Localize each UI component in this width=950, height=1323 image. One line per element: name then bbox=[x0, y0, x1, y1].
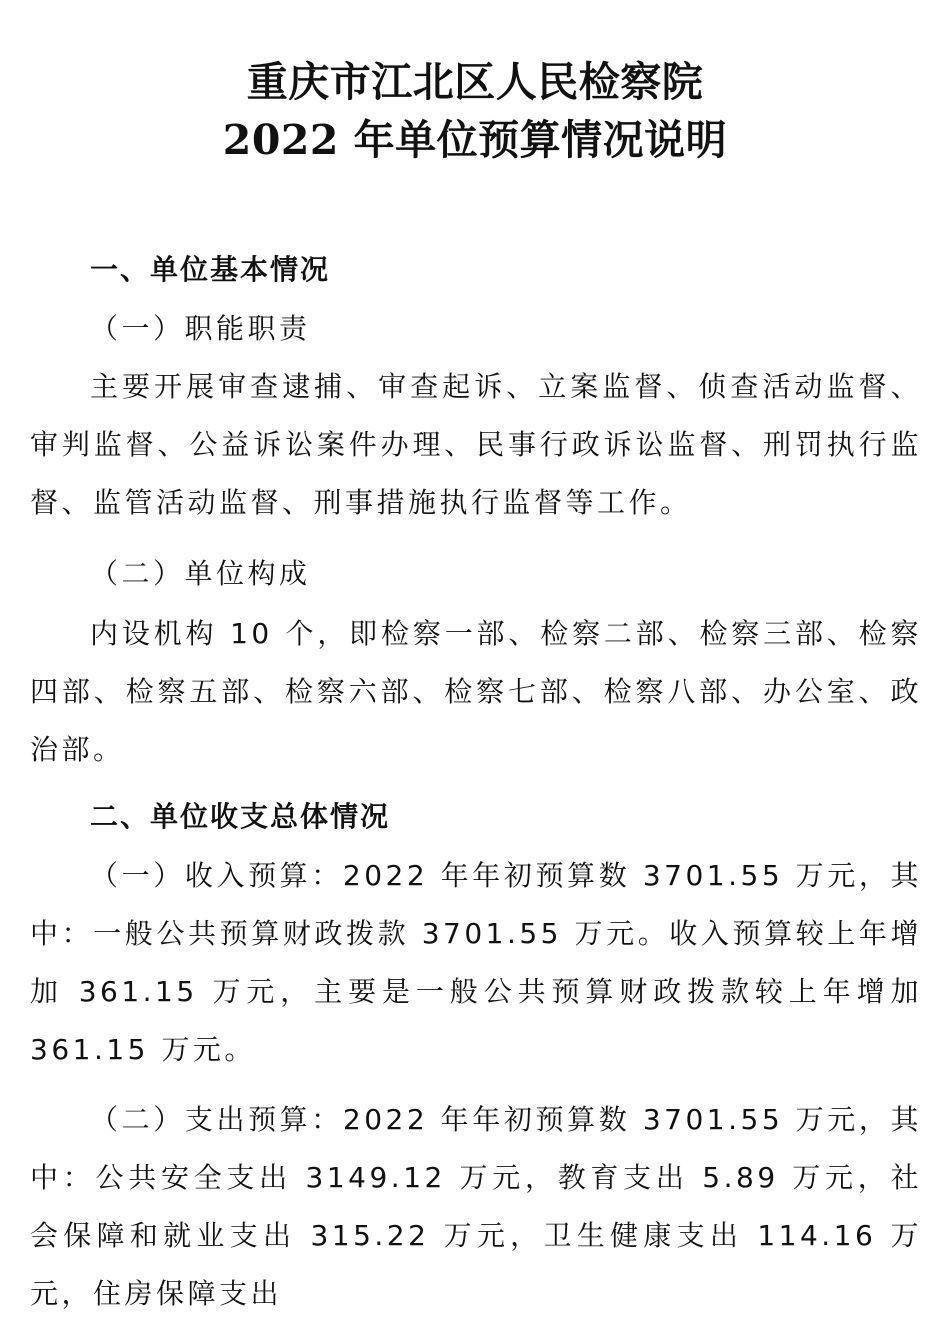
document-title-line-2: 2022 年单位预算情况说明 bbox=[222, 116, 728, 164]
subsection-structure-heading: （二）单位构成 bbox=[90, 557, 311, 590]
subsection-duties-heading: （一）职能职责 bbox=[90, 312, 311, 345]
structure-paragraph: 内设机构 10 个，即检察一部、检察二部、检察三部、检察四部、检察五部、检察六部、检察七部、检察八部、办公室、政治部。 bbox=[30, 617, 922, 766]
document-title-line-1: 重庆市江北区人民检察院 bbox=[246, 58, 704, 106]
duties-paragraph: 主要开展审查逮捕、审查起诉、立案监督、侦查活动监督、审判监督、公益诉讼案件办理、民事行政诉讼监督、刑罚执行监督、监管活动监督、刑事措施执行监督等工作。 bbox=[30, 370, 922, 519]
expense-budget-paragraph: （二）支出预算：2022 年年初预算数 3701.55 万元，其中：公共安全支出 3149.12 万元，教育支出 5.89 万元，社会保障和就业支出 315.22 万元，卫生健康支出 114.16 万元，住房保障支出 bbox=[30, 1103, 922, 1310]
section-1-heading: 一、单位基本情况 bbox=[90, 253, 331, 286]
section-2-heading: 二、单位收支总体情况 bbox=[90, 800, 391, 833]
income-budget-paragraph: （一）收入预算：2022 年年初预算数 3701.55 万元，其中：一般公共预算财政拨款 3701.55 万元。收入预算较上年增加 361.15 万元，主要是一般公共预算财政拨款较上年增加 361.15 万元。 bbox=[30, 859, 922, 1066]
